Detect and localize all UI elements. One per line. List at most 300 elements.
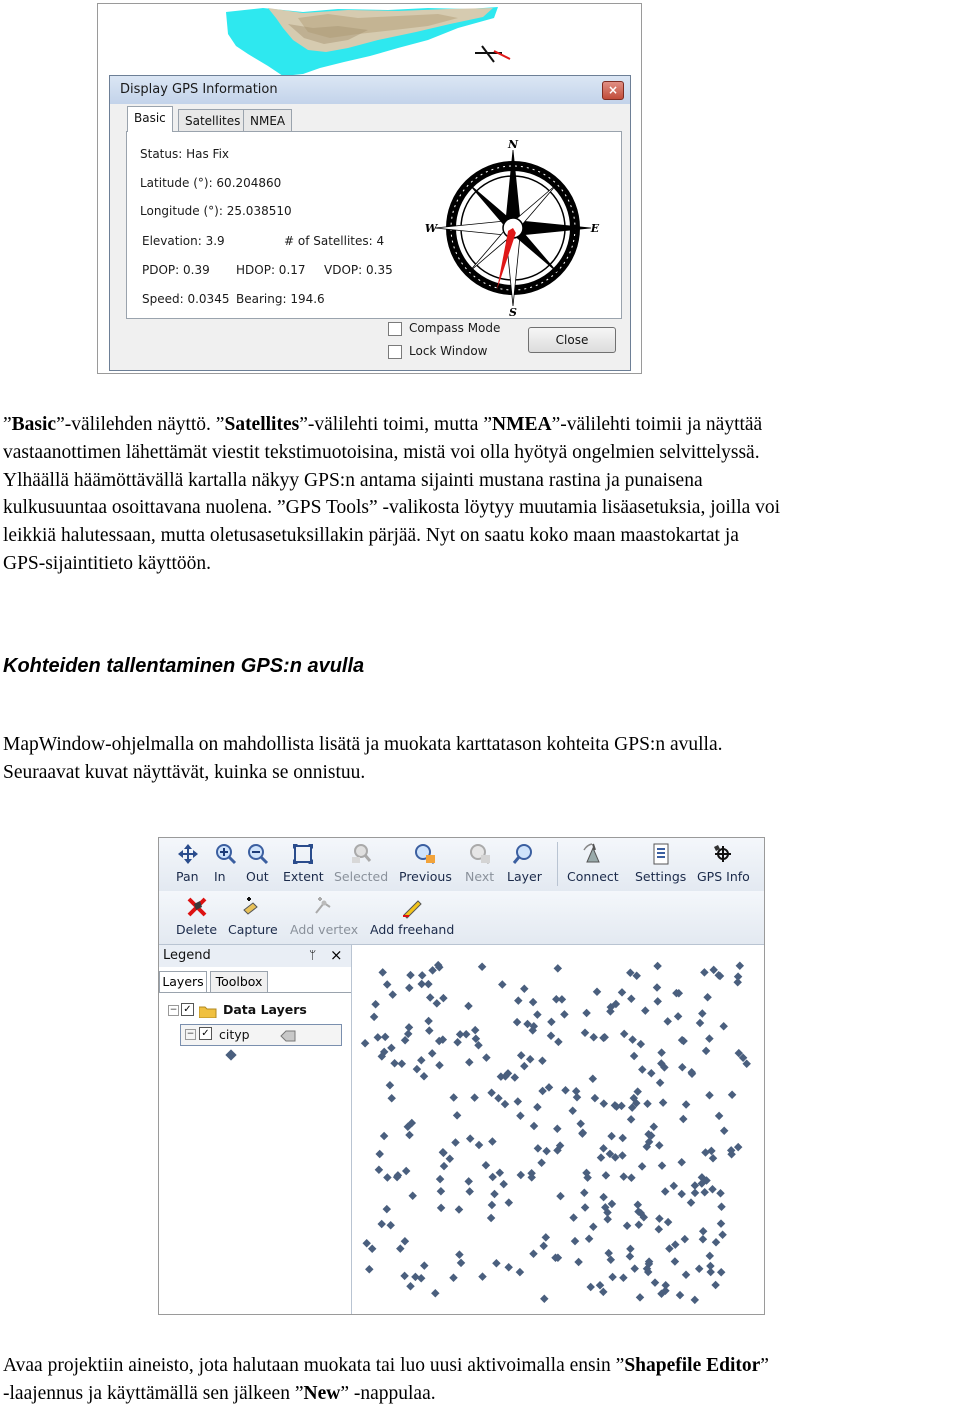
city-point[interactable] [589,1223,597,1231]
city-point[interactable] [383,1205,391,1213]
tab-satellites[interactable]: Satellites [178,109,247,132]
city-point[interactable] [387,1094,395,1102]
city-point[interactable] [406,971,414,979]
city-point[interactable] [453,1038,461,1046]
city-point[interactable] [426,993,434,1001]
city-point[interactable] [619,1273,627,1281]
city-point[interactable] [656,1079,664,1087]
city-point[interactable] [487,1214,495,1222]
toolbar-delete-button[interactable] [176,891,217,944]
city-point[interactable] [554,964,562,972]
city-point[interactable] [433,999,441,1007]
city-point[interactable] [659,1098,667,1106]
city-point[interactable] [568,1106,576,1114]
city-point[interactable] [405,1131,413,1139]
city-point[interactable] [627,1173,635,1181]
city-point[interactable] [470,1093,478,1101]
city-point[interactable] [482,1053,490,1061]
text-run: ”-välilehti toimi, mutta ” [299,414,492,435]
city-point[interactable] [663,1017,671,1025]
city-point[interactable] [439,994,447,1002]
city-point[interactable] [706,1252,714,1260]
city-point[interactable] [552,995,560,1003]
city-point[interactable] [651,1278,659,1286]
city-point[interactable] [691,1181,699,1189]
city-point[interactable] [702,1047,710,1055]
city-point[interactable] [711,1281,719,1289]
city-point[interactable] [492,1259,500,1267]
city-point[interactable] [597,1153,605,1161]
city-point[interactable] [653,997,661,1005]
city-point[interactable] [516,1268,524,1276]
city-point[interactable] [529,1249,537,1257]
city-point[interactable] [671,1257,679,1265]
city-point[interactable] [630,1052,638,1060]
city-point[interactable] [449,1093,457,1101]
city-point[interactable] [696,1019,704,1027]
city-point[interactable] [589,1033,597,1041]
legend-title-bar [159,945,351,967]
city-point[interactable] [569,1213,577,1221]
city-point[interactable] [573,1093,581,1101]
city-point[interactable] [370,1013,378,1021]
city-point[interactable] [678,1063,686,1071]
city-point[interactable] [496,1168,504,1176]
city-point[interactable] [643,1099,651,1107]
city-point[interactable] [676,1291,684,1299]
pin-icon[interactable]: ᛘ [309,948,317,962]
city-point[interactable] [405,984,413,992]
city-point[interactable] [455,1250,463,1258]
city-point[interactable] [380,1132,388,1140]
city-point[interactable] [457,1259,465,1267]
city-point[interactable] [715,1112,723,1120]
city-point[interactable] [681,1235,689,1243]
city-point[interactable] [390,1059,398,1067]
city-point[interactable] [607,1255,615,1263]
city-point[interactable] [488,1137,496,1145]
city-point[interactable] [700,968,708,976]
city-point[interactable] [386,1221,394,1229]
toolbar-out-button[interactable] [246,838,270,891]
map-coastline-graphic [98,4,641,79]
city-point[interactable] [618,1134,626,1142]
city-point[interactable] [504,1263,512,1271]
city-point[interactable] [538,1056,546,1064]
city-point[interactable] [626,1252,634,1260]
city-point[interactable] [705,1034,713,1042]
city-point[interactable] [513,1018,521,1026]
toolbar-previous-button[interactable] [399,838,452,891]
city-point[interactable] [620,1030,628,1038]
toolbar-capture-button[interactable] [228,891,278,944]
dialog-title-bar[interactable] [110,76,630,104]
city-point[interactable] [655,1225,663,1233]
city-point[interactable] [530,1122,538,1130]
city-point[interactable] [418,971,426,979]
city-point[interactable] [593,988,601,996]
text-run: Ylhäällä häämöttävällä kartalla näkyy GPS:n antama sijainti mustana rastina ja punaisena [3,469,703,491]
city-point[interactable] [586,1283,594,1291]
city-point[interactable] [383,980,391,988]
city-point[interactable] [701,1148,709,1156]
city-point[interactable] [717,1203,725,1211]
city-point[interactable] [453,1111,461,1119]
city-point[interactable] [574,1258,582,1266]
city-point[interactable] [707,1147,715,1155]
city-point[interactable] [627,1115,635,1123]
city-point[interactable] [406,1282,414,1290]
city-point[interactable] [428,1049,436,1057]
city-point[interactable] [487,1089,495,1097]
text-run: leikkiä halutessaan, mutta oletusasetuksillakin pärjää. Nyt on saatu koko maan maastokartat ja [3,525,739,547]
city-point[interactable] [374,1033,382,1041]
city-point[interactable] [607,1132,615,1140]
toolbar-pan-button[interactable] [176,838,200,891]
city-point[interactable] [451,1138,459,1146]
city-point[interactable] [511,1073,519,1081]
city-point[interactable] [599,1193,607,1201]
city-point[interactable] [709,966,717,974]
city-point[interactable] [705,1091,713,1099]
city-point[interactable] [736,961,744,969]
layer-name[interactable]: cityp [219,1027,250,1042]
city-point[interactable] [488,1201,496,1209]
close-icon[interactable]: × [330,946,343,964]
tab-layers[interactable]: Layers [159,971,207,992]
city-point[interactable] [634,1201,642,1209]
city-point[interactable] [417,1274,425,1282]
city-point[interactable] [699,1227,707,1235]
city-point[interactable] [378,968,386,976]
city-point[interactable] [628,1035,636,1043]
toolbar-selected-button[interactable] [334,838,388,891]
city-point[interactable] [440,1162,448,1170]
city-point[interactable] [446,1154,454,1162]
city-point[interactable] [700,1188,708,1196]
city-point[interactable] [488,1173,496,1181]
city-point[interactable] [699,1235,707,1243]
city-point[interactable] [623,1221,631,1229]
city-point[interactable] [449,1273,457,1281]
city-point[interactable] [677,1158,685,1166]
city-point[interactable] [537,1158,545,1166]
capture-icon [241,895,265,919]
toolbar-layer-button[interactable] [507,838,542,891]
text-line [3,553,211,575]
city-point[interactable] [716,1189,724,1197]
pdop-text: PDOP: 0.39 [142,263,210,277]
city-point[interactable] [719,1022,727,1030]
city-point[interactable] [365,1265,373,1273]
city-point[interactable] [718,1230,726,1238]
city-point[interactable] [553,1124,561,1132]
city-point[interactable] [534,1144,542,1152]
toolbar-next-button[interactable] [465,838,494,891]
compass-north-label: N [507,140,519,151]
toolbar-settings-button[interactable] [635,838,686,891]
vdop-text: VDOP: 0.35 [324,263,393,277]
city-point[interactable] [560,1010,568,1018]
toolbar-button-label: Pan [176,869,199,884]
city-point[interactable] [734,1143,742,1151]
city-point[interactable] [413,1065,421,1073]
text-run: GPS-sijaintitieto käyttöön. [3,553,211,574]
folder-icon [199,1003,217,1015]
city-point[interactable] [497,1072,505,1080]
city-point[interactable] [371,1000,379,1008]
city-point[interactable] [582,1009,590,1017]
city-point[interactable] [618,988,626,996]
city-point[interactable] [362,1239,370,1247]
city-point[interactable] [408,1191,416,1199]
city-point[interactable] [475,1141,483,1149]
toolbar-gps-info-button[interactable] [697,838,750,891]
city-point[interactable] [514,996,522,1004]
city-point[interactable] [581,1029,589,1037]
city-point[interactable] [655,1214,663,1222]
background-map [98,4,641,79]
city-point[interactable] [398,1060,406,1068]
city-point[interactable] [706,1268,714,1276]
city-point[interactable] [381,1033,389,1041]
city-point[interactable] [505,1198,513,1206]
city-point[interactable] [664,1218,672,1226]
compass-south-label: S [509,306,517,316]
city-point[interactable] [501,1100,509,1108]
city-point[interactable] [439,1148,447,1156]
city-point[interactable] [383,1173,391,1181]
city-point[interactable] [437,1204,445,1212]
city-point[interactable] [602,1171,610,1179]
city-point[interactable] [529,998,537,1006]
city-point[interactable] [402,1167,410,1175]
city-point[interactable] [425,1026,433,1034]
city-point[interactable] [626,1245,634,1253]
city-point[interactable] [561,1086,569,1094]
tab-nmea[interactable]: NMEA [243,109,292,132]
close-icon[interactable]: × [602,81,624,100]
city-point[interactable] [417,1056,425,1064]
city-point[interactable] [579,1129,587,1137]
city-point[interactable] [637,1040,645,1048]
toolbar-add-vertex-button[interactable] [290,891,358,944]
city-point[interactable] [514,1097,522,1105]
city-point[interactable] [653,983,661,991]
compass-rose-icon [425,140,601,316]
toolbar-button-label: Add freehand [370,922,455,937]
city-point[interactable] [387,1044,395,1052]
city-point[interactable] [728,1090,736,1098]
city-point[interactable] [420,1072,428,1080]
city-point[interactable] [708,1185,716,1193]
city-point[interactable] [424,1017,432,1025]
city-point[interactable] [494,1094,502,1102]
city-point[interactable] [498,980,506,988]
city-point[interactable] [670,1182,678,1190]
city-point[interactable] [619,1172,627,1180]
close-button[interactable]: Close [528,327,616,353]
city-point[interactable] [405,1023,413,1031]
city-point[interactable] [581,1203,589,1211]
city-point[interactable] [682,1100,690,1108]
city-point[interactable] [604,1249,612,1257]
city-point[interactable] [533,1010,541,1018]
city-point[interactable] [466,1134,474,1142]
city-point[interactable] [456,1030,464,1038]
city-point[interactable] [636,1293,644,1301]
city-point[interactable] [435,1061,443,1069]
city-point[interactable] [424,980,432,988]
city-point[interactable] [682,1270,690,1278]
toolbar-button-label: Layer [507,869,542,884]
city-point[interactable] [608,1273,616,1281]
toolbar-button-label: Capture [228,922,278,937]
city-point[interactable] [542,1233,550,1241]
layer-symbol-icon [225,1049,236,1060]
toolbar-in-button[interactable] [214,838,238,891]
city-point[interactable] [420,1261,428,1269]
city-point[interactable] [464,1002,472,1010]
city-point[interactable] [539,1242,547,1250]
group-name[interactable]: Data Layers [223,1002,307,1017]
city-point[interactable] [542,1147,550,1155]
city-point[interactable] [641,1006,649,1014]
city-point[interactable] [401,1237,409,1245]
city-point[interactable] [709,1154,717,1162]
city-point[interactable] [540,1295,548,1303]
main-toolbar [159,838,764,891]
city-point[interactable] [482,1161,490,1169]
city-point[interactable] [679,1115,687,1123]
city-point[interactable] [687,1198,695,1206]
city-point[interactable] [547,1018,555,1026]
city-point[interactable] [627,995,635,1003]
layer-visibility-checkbox[interactable]: ✓ [199,1027,212,1040]
city-point[interactable] [638,1065,646,1073]
city-point[interactable] [638,1162,646,1170]
city-point[interactable] [576,1120,584,1128]
city-point[interactable] [599,1144,607,1152]
city-point[interactable] [571,1237,579,1245]
city-point[interactable] [437,1187,445,1195]
city-point[interactable] [361,1039,369,1047]
city-point[interactable] [674,1012,682,1020]
city-point[interactable] [375,1166,383,1174]
city-point[interactable] [375,1150,383,1158]
city-point[interactable] [436,1175,444,1183]
city-point[interactable] [396,1244,404,1252]
city-point[interactable] [368,1244,376,1252]
city-point[interactable] [717,1219,725,1227]
city-point[interactable] [661,1187,669,1195]
bearing-text: Bearing: 194.6 [236,292,325,306]
city-point[interactable] [691,1296,699,1304]
city-point[interactable] [520,1062,528,1070]
city-point[interactable] [647,1069,655,1077]
city-point[interactable] [712,1238,720,1246]
dialog-title: Display GPS Information [120,82,278,97]
city-point[interactable] [698,1009,706,1017]
city-point[interactable] [465,1058,473,1066]
tab-toolbox[interactable]: Toolbox [210,971,268,992]
city-point[interactable] [478,963,486,971]
collapse-icon[interactable]: − [169,1005,178,1015]
city-point[interactable] [717,1268,725,1276]
city-point[interactable] [633,1087,641,1095]
map-view[interactable] [353,945,764,1314]
collapse-icon[interactable]: − [186,1029,195,1039]
text-run: MapWindow-ohjelmalla on mahdollista lisätä ja muokata karttatason kohteita GPS:n avulla. [3,734,723,755]
city-point[interactable] [703,993,711,1001]
city-point[interactable] [490,1190,498,1198]
toolbar-add-freehand-button[interactable] [370,891,454,944]
toolbar-button-label: Connect [567,869,619,884]
city-point[interactable] [655,1141,663,1149]
city-point[interactable] [517,1051,525,1059]
city-point[interactable] [386,1081,394,1089]
city-point[interactable] [630,1264,638,1272]
city-point[interactable] [431,1289,439,1297]
city-point[interactable] [464,1177,472,1185]
lock-window-checkbox[interactable] [388,345,402,359]
city-point[interactable] [465,1187,473,1195]
city-point[interactable] [618,1151,626,1159]
city-point[interactable] [554,1038,562,1046]
city-point[interactable] [650,1123,658,1131]
city-point[interactable] [388,990,396,998]
city-point[interactable] [695,1265,703,1273]
speed-text: Speed: 0.0345 [142,292,230,306]
city-point[interactable] [478,1272,486,1280]
toolbar-connect-button[interactable] [567,838,619,891]
city-point[interactable] [657,1048,665,1056]
city-point[interactable] [603,1215,611,1223]
city-point[interactable] [499,1180,507,1188]
city-point[interactable] [580,1188,588,1196]
city-point[interactable] [520,984,528,992]
city-point[interactable] [733,978,741,986]
city-point[interactable] [691,1189,699,1197]
city-point[interactable] [377,1220,385,1228]
city-point[interactable] [677,1190,685,1198]
city-point[interactable] [589,1074,597,1082]
group-visibility-checkbox[interactable]: ✓ [181,1003,194,1016]
city-point[interactable] [635,1221,643,1229]
toolbar-extent-button[interactable] [283,838,324,891]
city-point[interactable] [517,1171,525,1179]
city-point[interactable] [591,1094,599,1102]
legend-title: Legend [163,948,211,963]
text-run: ” [3,414,12,435]
city-point[interactable] [547,1031,555,1039]
toolbar-button-label: Next [465,869,495,884]
tab-basic[interactable]: Basic [127,106,173,132]
compass-mode-checkbox[interactable] [388,322,402,336]
city-point[interactable] [556,1192,564,1200]
city-point[interactable] [516,1112,524,1120]
city-point[interactable] [658,1161,666,1169]
city-point[interactable] [720,1127,728,1135]
city-point[interactable] [526,1055,534,1063]
city-point[interactable] [455,1205,463,1213]
city-point[interactable] [400,1272,408,1280]
city-point[interactable] [471,1026,479,1034]
city-point[interactable] [533,1103,541,1111]
city-point[interactable] [653,962,661,970]
city-point[interactable] [585,1234,593,1242]
city-point[interactable] [600,1099,608,1107]
